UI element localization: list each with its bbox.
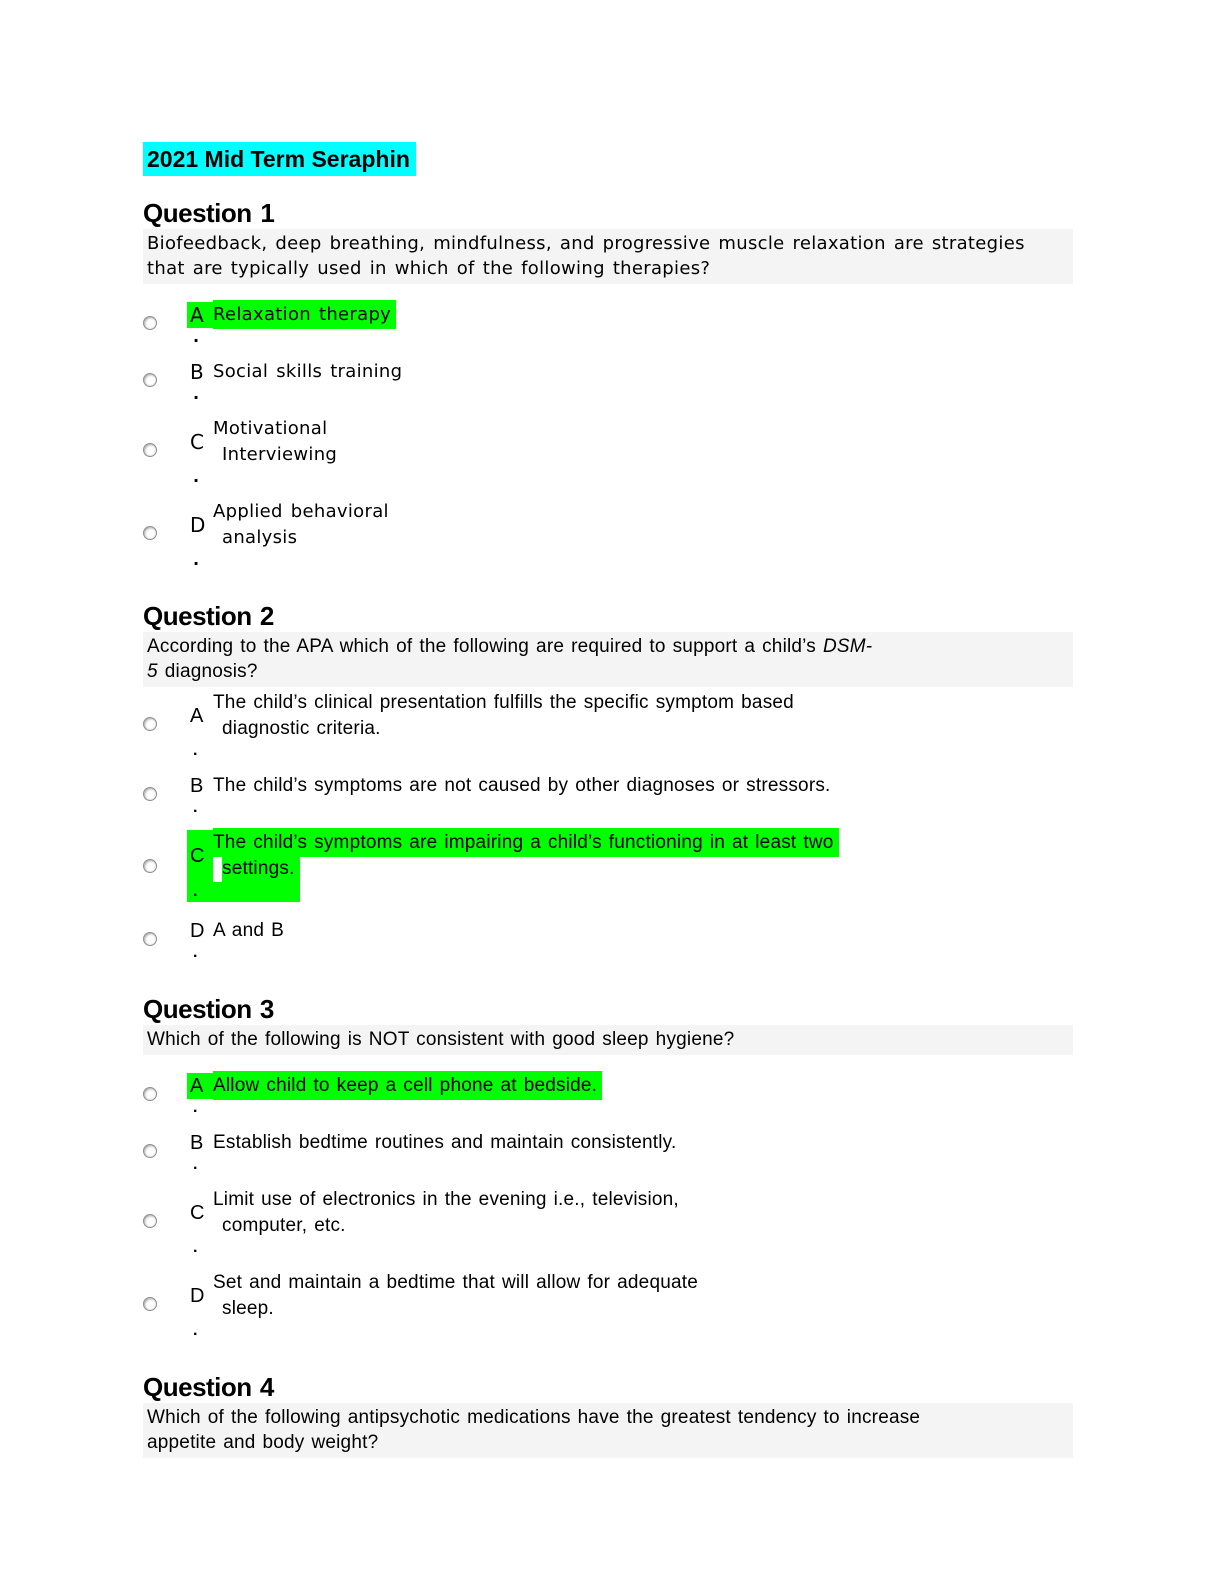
answer-option <box>143 690 1073 757</box>
question-section <box>143 198 1073 569</box>
radio-column <box>143 1187 190 1254</box>
radio-column <box>143 1130 190 1171</box>
option-content <box>190 1130 676 1171</box>
option-letter: C <box>190 830 213 882</box>
option-row <box>190 1073 597 1099</box>
option-content <box>190 830 834 902</box>
question-section <box>143 995 1073 1337</box>
radio-button-icon[interactable] <box>143 859 157 873</box>
radio-button-icon[interactable] <box>143 1144 157 1158</box>
question-text-line: According to the APA which of the following are required to support a child’s DSM- <box>147 636 873 657</box>
option-period-glyph: . <box>193 467 200 486</box>
option-period <box>193 1099 597 1116</box>
option-text <box>213 773 831 799</box>
option-letter: D <box>190 513 206 537</box>
option-text <box>213 416 337 468</box>
option-content <box>190 1187 679 1254</box>
option-period-glyph: . <box>193 1322 198 1339</box>
document-title: 2021 Mid Term Seraphin <box>143 142 416 176</box>
option-text <box>213 1270 698 1322</box>
option-text-line: The child’s symptoms are impairing a child’s functioning in at least two <box>213 830 834 856</box>
option-text-line: The child’s clinical presentation fulfills the specific symptom based <box>213 692 794 713</box>
option-period <box>193 327 391 346</box>
question-section <box>143 602 1073 959</box>
radio-column <box>143 918 190 959</box>
radio-column <box>143 773 190 814</box>
option-period-glyph: . <box>193 742 198 759</box>
answer-option <box>143 359 1073 403</box>
option-text-line: Applied behavioral <box>213 501 389 522</box>
radio-column <box>143 499 190 566</box>
option-content <box>190 416 338 486</box>
radio-button-icon[interactable] <box>143 443 157 457</box>
option-period-glyph: . <box>193 883 198 900</box>
radio-button-icon[interactable] <box>143 526 157 540</box>
option-text-line: Set and maintain a bedtime that will allow for adequate <box>213 1272 698 1293</box>
option-row <box>190 499 389 551</box>
option-row <box>190 830 834 882</box>
option-text-line: Allow child to keep a cell phone at bedside. <box>213 1073 597 1099</box>
option-text-line: computer, etc. <box>222 1215 346 1236</box>
answer-option <box>143 1073 1073 1114</box>
questions-container <box>143 199 1073 1458</box>
option-period <box>193 1322 698 1339</box>
options-list <box>143 690 1073 959</box>
option-row <box>190 918 284 944</box>
question-text-line: that are typically used in which of the following therapies? <box>147 258 711 279</box>
option-period-glyph: . <box>193 1156 198 1173</box>
answer-option <box>143 773 1073 814</box>
option-text <box>213 1073 597 1099</box>
option-period <box>193 1239 679 1256</box>
question-heading: Question 3 <box>143 994 274 1024</box>
answer-option <box>143 499 1073 569</box>
radio-column <box>143 359 190 400</box>
option-period <box>193 1156 676 1173</box>
option-text <box>213 499 389 551</box>
option-text <box>213 1130 676 1156</box>
option-period <box>193 742 794 759</box>
radio-button-icon[interactable] <box>143 787 157 801</box>
question-text <box>143 1403 1073 1458</box>
option-period-glyph: . <box>193 327 200 346</box>
question-heading: Question 2 <box>143 601 274 631</box>
options-list <box>143 302 1073 569</box>
radio-button-icon[interactable] <box>143 373 157 387</box>
option-text <box>213 1187 679 1239</box>
radio-button-icon[interactable] <box>143 1214 157 1228</box>
option-text-line: diagnostic criteria. <box>222 718 381 739</box>
option-text <box>213 918 284 944</box>
option-text-line: analysis <box>222 527 298 548</box>
option-text <box>213 302 391 328</box>
option-letter: A <box>190 302 213 328</box>
question-text <box>143 632 1073 687</box>
option-period <box>190 882 300 902</box>
answer-option <box>143 918 1073 959</box>
option-row <box>190 690 794 742</box>
question-heading: Question 4 <box>143 1372 274 1402</box>
option-content <box>190 302 392 346</box>
option-letter: B <box>190 1132 204 1154</box>
answer-option <box>143 830 1073 902</box>
option-period-glyph: . <box>193 384 200 403</box>
option-text-line: Interviewing <box>222 444 338 465</box>
option-content <box>190 499 389 569</box>
option-period <box>193 944 284 961</box>
option-period-glyph: . <box>193 550 200 569</box>
option-text-line: Motivational <box>213 418 328 439</box>
option-letter: D <box>190 920 205 942</box>
option-text <box>213 690 794 742</box>
option-row <box>190 773 831 799</box>
radio-button-icon[interactable] <box>143 1297 157 1311</box>
question-text <box>143 229 1073 284</box>
radio-column <box>143 1073 190 1114</box>
answer-option <box>143 1187 1073 1254</box>
option-content <box>190 773 831 814</box>
question-text-line: Which of the following is NOT consistent with good sleep hygiene? <box>147 1029 735 1050</box>
option-text <box>213 359 402 385</box>
radio-column <box>143 416 190 483</box>
option-text-line: A and B <box>213 920 284 941</box>
option-letter: B <box>190 360 205 384</box>
option-content <box>190 1270 698 1337</box>
question-text <box>143 1025 1073 1055</box>
answer-option <box>143 302 1073 346</box>
radio-button-icon[interactable] <box>143 316 157 330</box>
radio-button-icon[interactable] <box>143 1087 157 1101</box>
option-text <box>213 830 834 882</box>
option-content <box>190 918 284 959</box>
option-row <box>190 416 337 468</box>
option-content <box>190 690 794 757</box>
answer-option <box>143 416 1073 486</box>
option-letter: C <box>190 1202 205 1224</box>
option-period <box>193 550 389 569</box>
radio-column <box>143 690 190 757</box>
option-letter: B <box>190 775 204 797</box>
option-period <box>193 467 337 486</box>
radio-button-icon[interactable] <box>143 932 157 946</box>
option-text-line: settings. <box>213 856 834 882</box>
option-row <box>190 1187 679 1239</box>
option-content <box>190 1073 597 1114</box>
option-letter: C <box>190 430 205 454</box>
radio-column <box>143 1270 190 1337</box>
option-period-glyph: . <box>193 1239 198 1256</box>
answer-option <box>143 1130 1073 1171</box>
option-text-line: Limit use of electronics in the evening i.e., television, <box>213 1189 679 1210</box>
option-row <box>190 1130 676 1156</box>
option-row <box>190 302 391 328</box>
option-period <box>193 799 831 816</box>
question-heading: Question 1 <box>143 198 275 228</box>
option-letter: A <box>190 1073 213 1099</box>
radio-button-icon[interactable] <box>143 717 157 731</box>
option-content <box>190 359 403 403</box>
option-period-glyph: . <box>193 799 198 816</box>
radio-column <box>143 302 190 343</box>
answer-option <box>143 1270 1073 1337</box>
option-letter: A <box>190 705 204 727</box>
option-text-line: The child’s symptoms are not caused by other diagnoses or stressors. <box>213 775 831 796</box>
option-text-line: Relaxation therapy <box>213 302 391 328</box>
option-text-line: Establish bedtime routines and maintain consistently. <box>213 1132 677 1153</box>
option-period-glyph: . <box>193 944 198 961</box>
option-row <box>190 359 402 385</box>
option-letter: D <box>190 1285 205 1307</box>
option-row <box>190 1270 698 1322</box>
radio-column <box>143 830 190 902</box>
question-text-line: 5 diagnosis? <box>147 661 258 682</box>
question-text-line: Biofeedback, deep breathing, mindfulness, and progressive muscle relaxation are strategies <box>147 233 1025 254</box>
option-period <box>193 384 402 403</box>
option-text-line: Social skills training <box>213 361 403 382</box>
question-text-line: Which of the following antipsychotic medications have the greatest tendency to increase <box>147 1407 921 1428</box>
option-text-line: sleep. <box>222 1298 274 1319</box>
question-text-line: appetite and body weight? <box>147 1432 379 1453</box>
options-list <box>143 1073 1073 1337</box>
option-period-glyph: . <box>193 1099 198 1116</box>
question-section <box>143 1373 1073 1458</box>
